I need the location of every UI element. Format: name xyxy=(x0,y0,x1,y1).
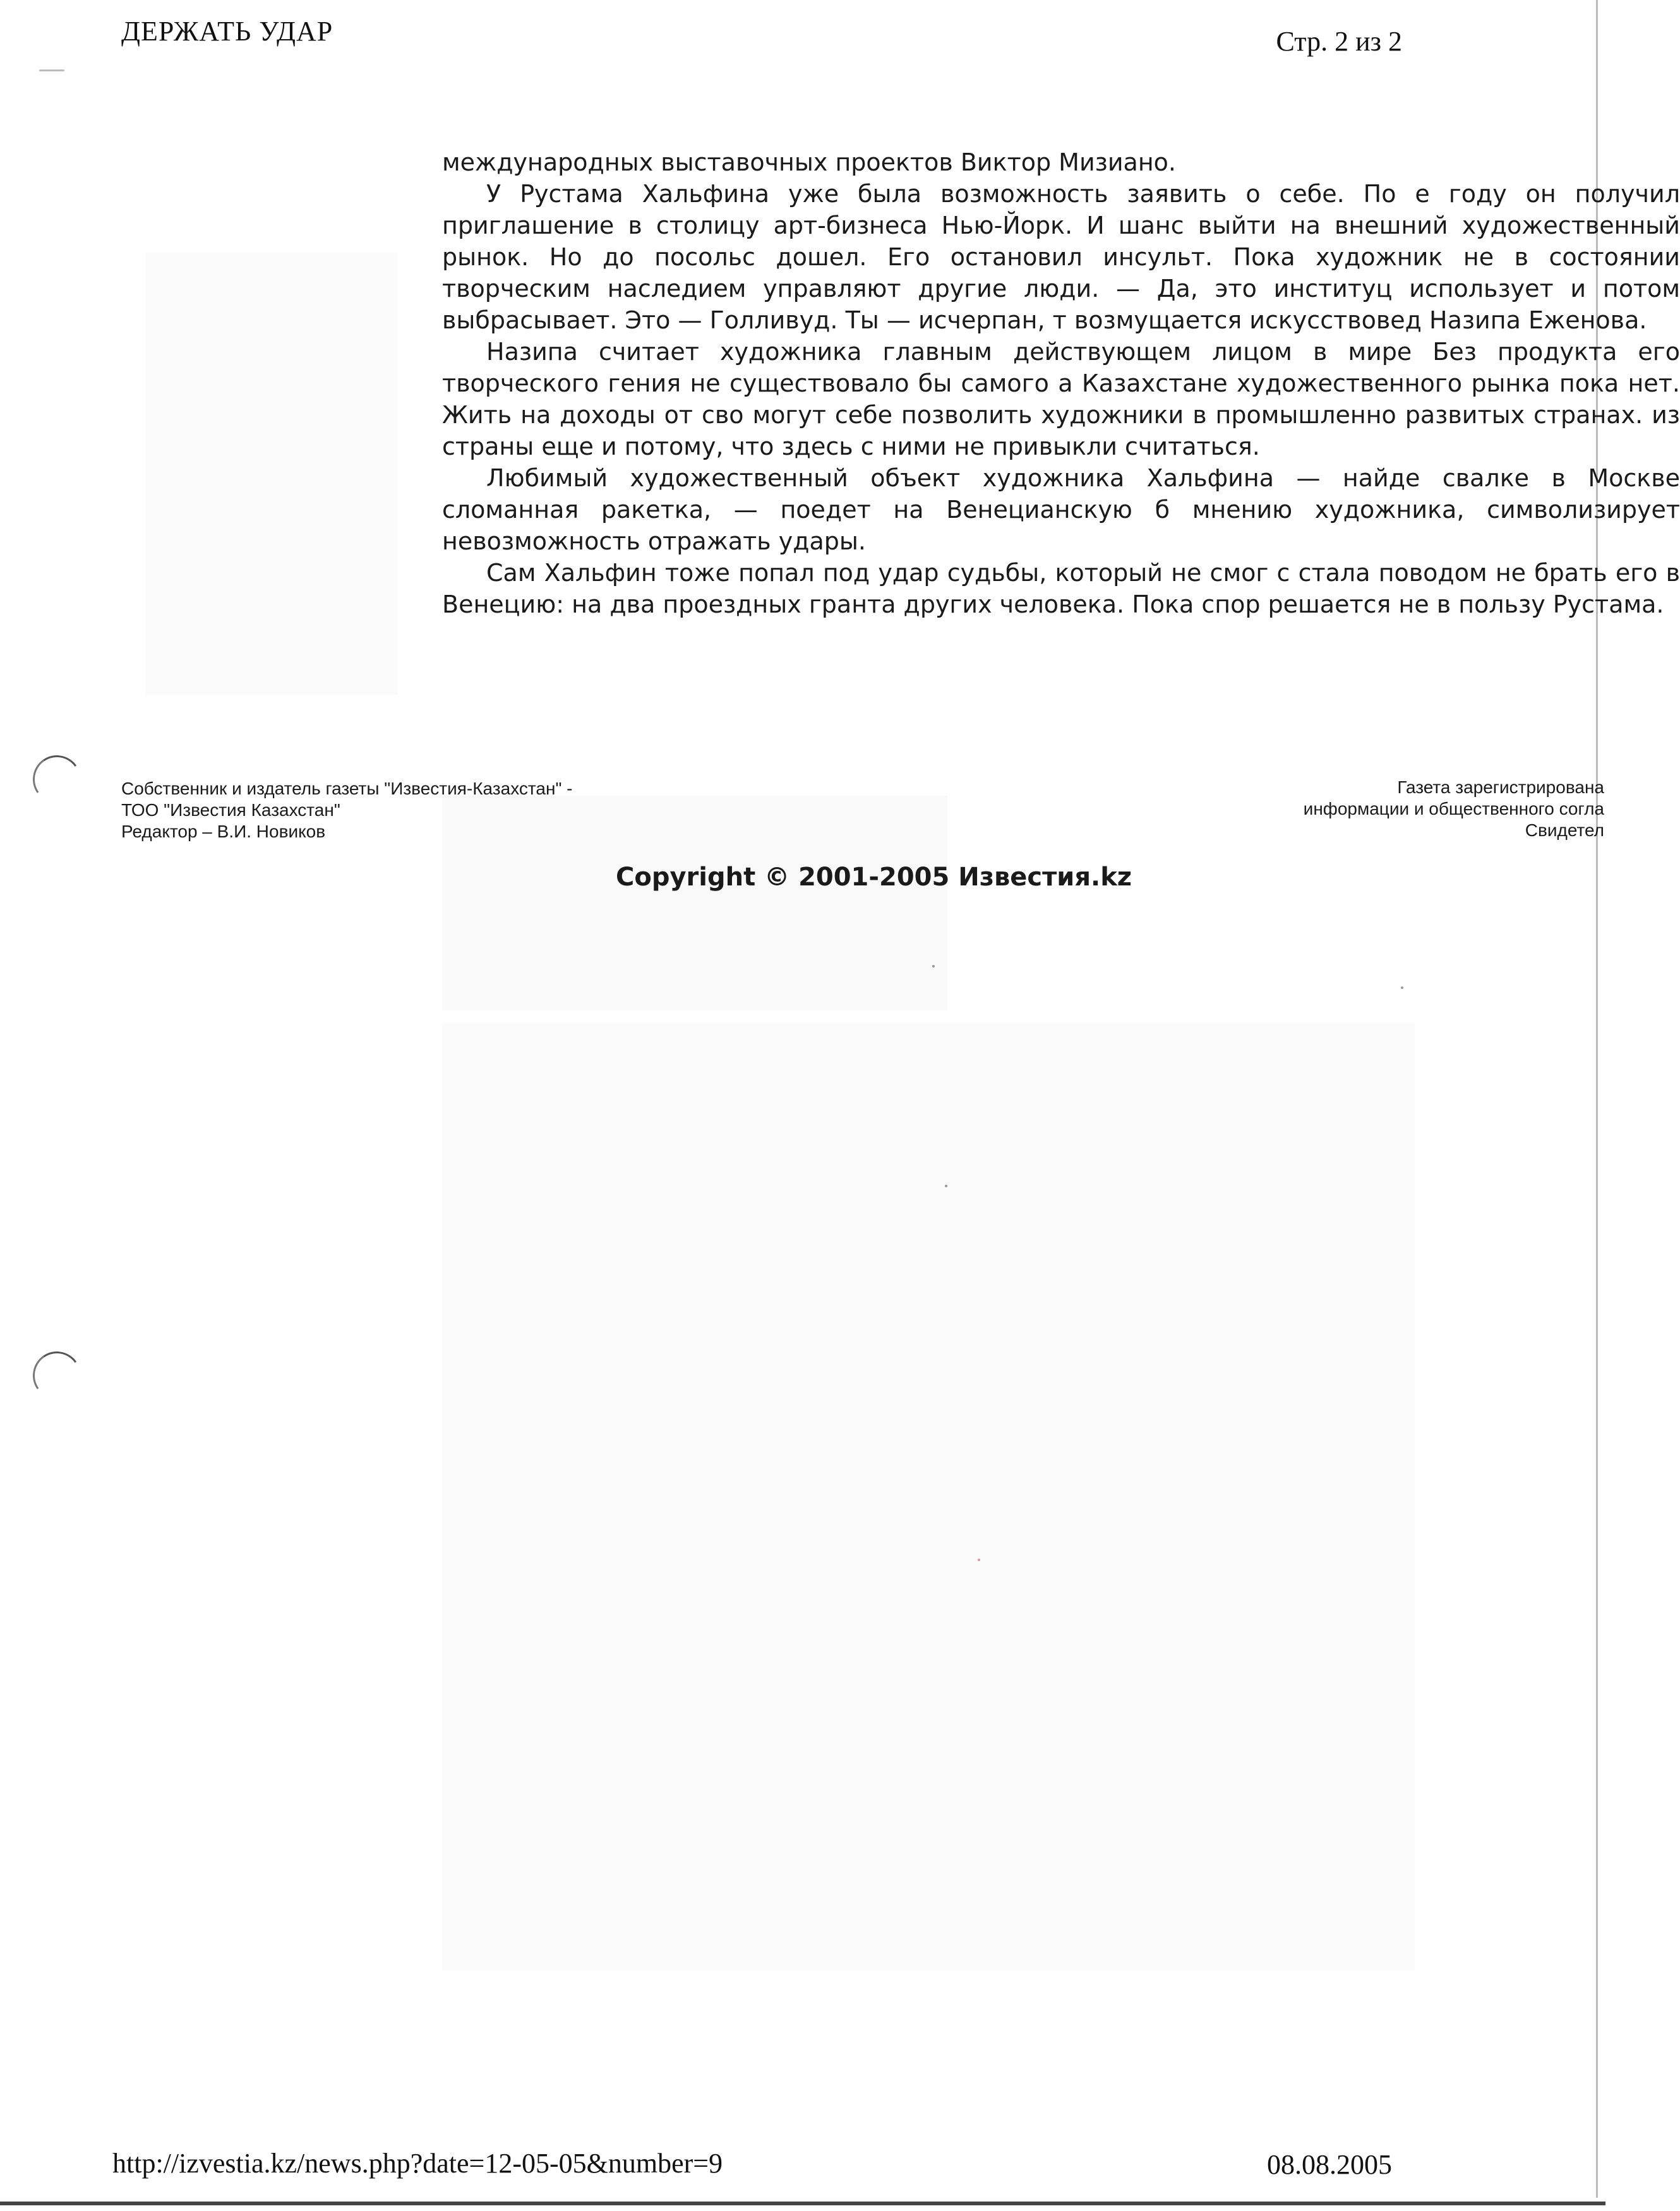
article-paragraph: У Рустама Хальфина уже была возможность заявить о себе. По е году он получил приглашение в столицу арт-бизнеса Нью-Йорк. И шанс выйти на внешний художественный рынок. Но до посольс дошел. Его остановил инсульт. Пока художник не в состоянии творческим наследием управляют другие люди. — Да, это институц использует и потом выбрасывает. Это — Голливуд. Ты — исчерпан, т возмущается искусствовед Назипа Еженова. xyxy=(442,180,1680,334)
article-paragraph: международных выставочных проектов Виктор Мизиано. xyxy=(442,148,1177,176)
publisher-info xyxy=(121,778,573,842)
article-body xyxy=(442,147,1680,620)
registration-line: Газета зарегистрирована xyxy=(1397,777,1604,797)
publisher-line: Собственник и издатель газеты "Известия-Казахстан" - xyxy=(121,779,573,798)
scan-speck xyxy=(39,69,64,71)
bleed-through-block xyxy=(442,1023,1415,1970)
publisher-line: ТОО "Известия Казахстан" xyxy=(121,800,340,820)
footer-url: http://izvestia.kz/news.php?date=12-05-05&number=9 xyxy=(112,2148,723,2179)
punch-hole-bottom xyxy=(29,1348,85,1403)
bottom-edge-line xyxy=(0,2202,1605,2205)
page-title: ДЕРЖАТЬ УДАР xyxy=(121,16,333,47)
registration-line: информации и общественного согла xyxy=(1303,799,1604,818)
registration-viewport xyxy=(947,777,1604,846)
bleed-through-block xyxy=(145,253,398,695)
copyright-notice: Copyright © 2001-2005 Известия.kz xyxy=(616,863,1132,892)
scan-speck xyxy=(1401,986,1403,989)
page-counter: Стр. 2 из 2 xyxy=(1276,26,1402,57)
footer-date: 08.08.2005 xyxy=(1267,2149,1392,2180)
editor-line: Редактор – В.И. Новиков xyxy=(121,822,326,841)
article-viewport xyxy=(442,147,1680,778)
article-paragraph: Сам Хальфин тоже попал под удар судьбы, который не смог с стала поводом не брать его в Венецию: на два проездных гранта других человека. Пока спор решается не в пользу Рустама. xyxy=(442,559,1680,618)
article-paragraph: Любимый художественный объект художника Хальфина — найде свалке в Москве сломанная ракетка, — поедет на Венецианскую б мнению художника, символизирует невозможность отражать удары. xyxy=(442,464,1680,555)
punch-hole-top xyxy=(29,752,85,807)
registration-info xyxy=(846,777,1604,841)
article-paragraph: Назипа считает художника главным действующем лицом в мире Без продукта его творческого гения не существовало бы самого а Казахстане художественного рынка пока нет. Жить на доходы от сво могут себе позволить художники в промышленно развитых странах. из страны еще и потому, что здесь с ними не привыкли считаться. xyxy=(442,338,1680,460)
registration-line: Свидетел xyxy=(1525,820,1604,840)
